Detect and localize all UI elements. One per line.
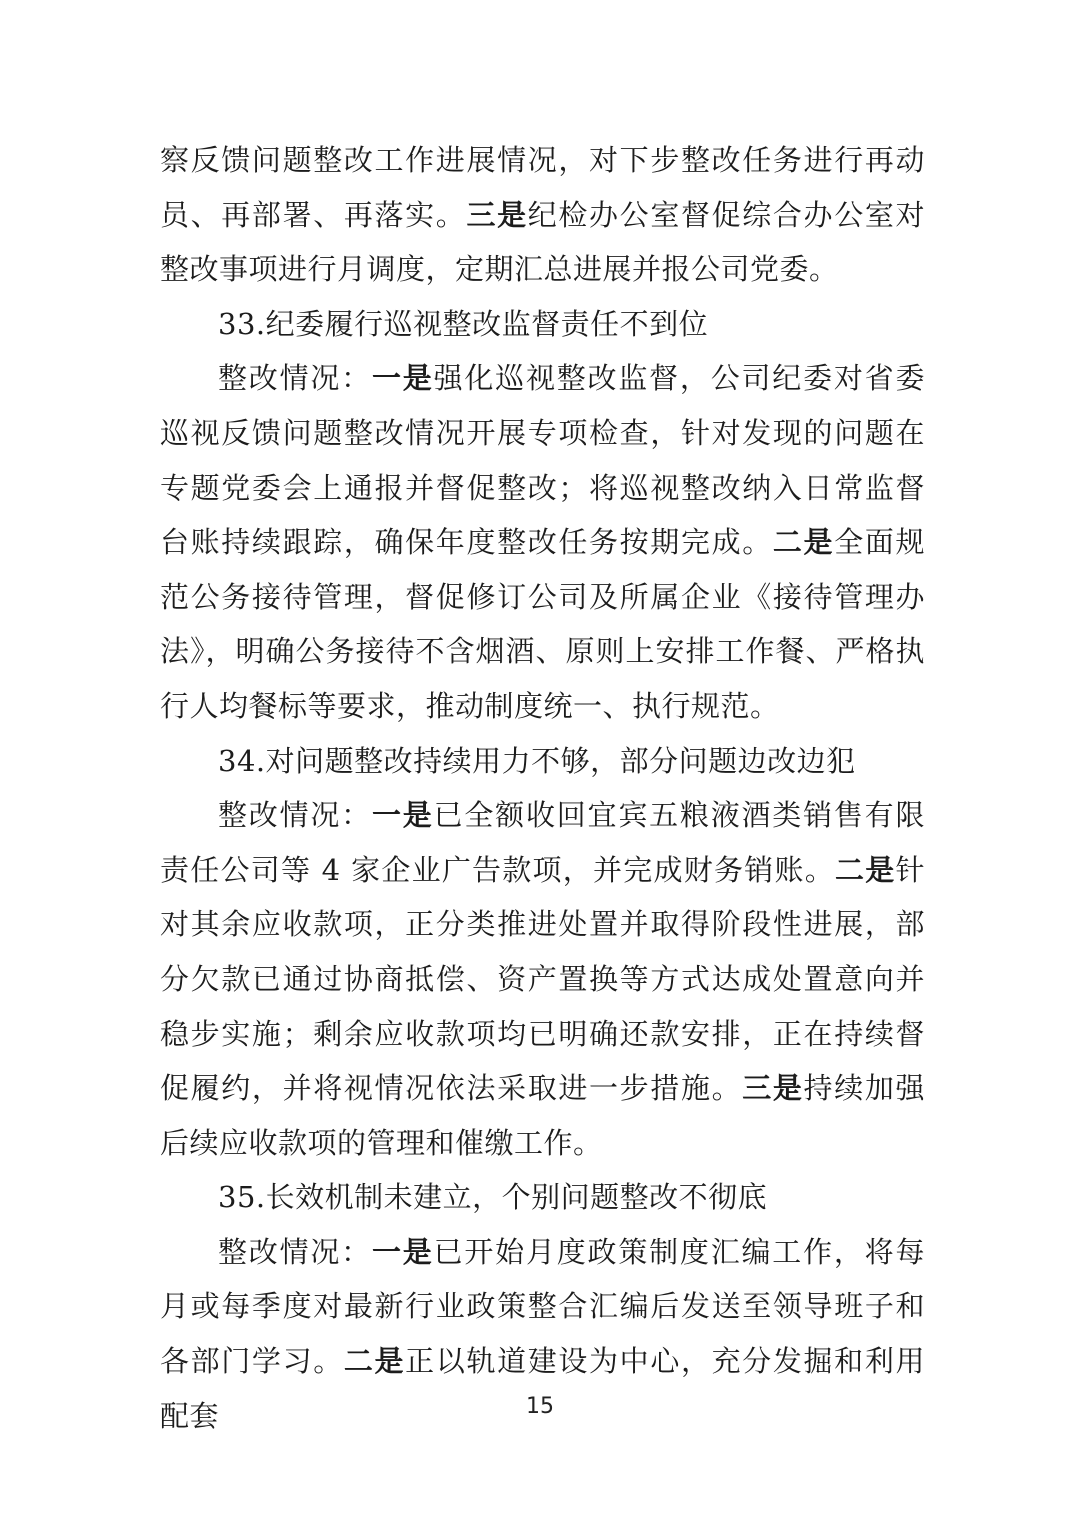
bold-text-run: 二是 bbox=[834, 852, 896, 887]
bold-text-run: 三是 bbox=[466, 197, 528, 232]
text-run: 整改情况： bbox=[218, 361, 372, 396]
text-run: 整改情况： bbox=[218, 798, 372, 833]
item-35-heading bbox=[160, 1170, 925, 1225]
para-continuation-from-previous-page bbox=[160, 133, 925, 297]
item-34-rectification-body bbox=[160, 788, 925, 1170]
bold-text-run: 二是 bbox=[772, 525, 835, 560]
page-number: 15 bbox=[526, 1394, 554, 1419]
text-run: 持续加强后续应收款项的管理和催缴工作。 bbox=[160, 1071, 925, 1160]
text-run: 33.纪委履行巡视整改监督责任不到位 bbox=[218, 306, 709, 341]
text-run: 34.对问题整改持续用力不够，部分问题边改边犯 bbox=[218, 743, 856, 778]
bold-text-run: 一是 bbox=[371, 798, 434, 833]
text-run: 已全额收回宜宾五粮液酒类销售有限责任公司等 4 家企业广告款项，并完成财务销账。 bbox=[160, 798, 925, 887]
text-run: 纪检办公室督促综合办公室对整改事项进行月调度，定期汇总进展并报公司党委。 bbox=[160, 197, 925, 287]
item-34-heading bbox=[160, 734, 925, 789]
text-run: 正以轨道建设为中心，充分发掘和利用配套 bbox=[160, 1344, 925, 1433]
document-body bbox=[160, 133, 925, 1443]
text-run: 35.长效机制未建立，个别问题整改不彻底 bbox=[218, 1180, 768, 1215]
text-run: 整改情况： bbox=[218, 1234, 372, 1269]
text-run: 察反馈问题整改工作进展情况，对下步整改任务进行再动员、再部署、再落实。 bbox=[160, 143, 925, 232]
text-run: 已开始月度政策制度汇编工作，将每月或每季度对最新行业政策整合汇编后发送至领导班子和各部门学习。 bbox=[160, 1234, 925, 1379]
bold-text-run: 一是 bbox=[371, 361, 434, 396]
text-run: 全面规范公务接待管理，督促修订公司及所属企业《接待管理办法》，明确公务接待不含烟酒、原则上安排工作餐、严格执行人均餐标等要求，推动制度统一、执行规范。 bbox=[160, 525, 925, 723]
bold-text-run: 三是 bbox=[742, 1071, 804, 1106]
item-33-heading bbox=[160, 297, 925, 352]
text-run: 针对其余应收款项，正分类推进处置并取得阶段性进展，部分欠款已通过协商抵偿、资产置换等方式达成处置意向并稳步实施；剩余应收款项均已明确还款安排，正在持续督促履约，并将视情况依法采取进一步措施。 bbox=[160, 852, 925, 1106]
bold-text-run: 二是 bbox=[343, 1344, 406, 1379]
bold-text-run: 一是 bbox=[371, 1234, 434, 1269]
item-33-rectification-body bbox=[160, 351, 925, 733]
text-run: 强化巡视整改监督，公司纪委对省委巡视反馈问题整改情况开展专项检查，针对发现的问题在专题党委会上通报并督促整改；将巡视整改纳入日常监督台账持续跟踪，确保年度整改任务按期完成。 bbox=[160, 361, 925, 560]
